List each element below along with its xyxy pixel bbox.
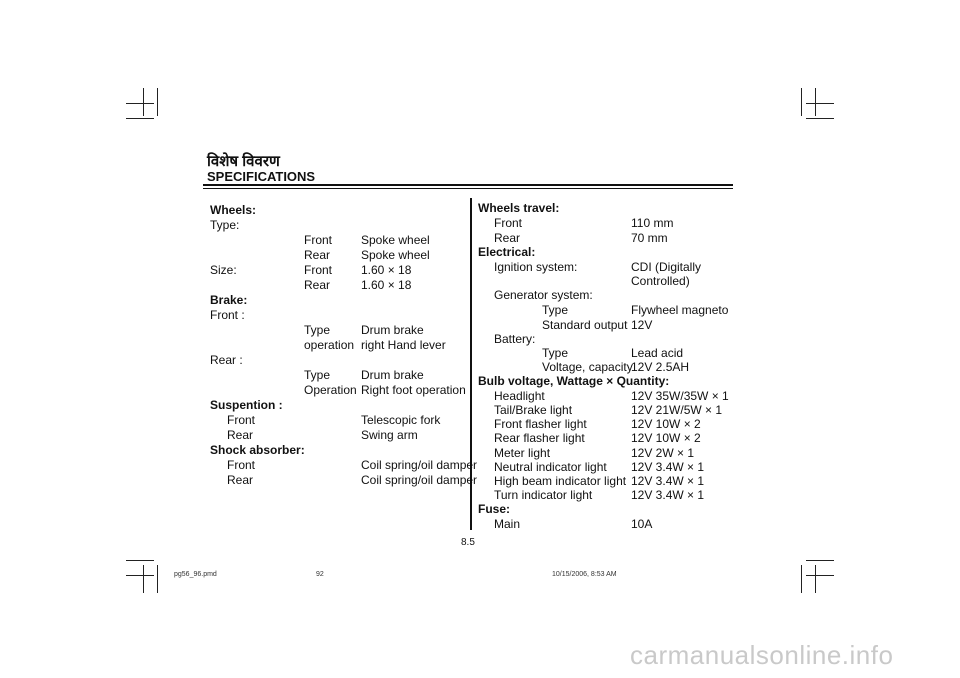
generator-type-value: Flywheel magneto	[631, 303, 729, 317]
shock-front-value: Coil spring/oil damper	[361, 458, 478, 472]
brake-heading: Brake:	[210, 293, 248, 307]
bulb-label: Headlight	[494, 389, 545, 403]
bulb-value: 12V 3.4W × 1	[631, 460, 705, 474]
crop-mark	[815, 565, 816, 593]
type-front-position: Front	[304, 233, 333, 247]
bulb-value: 12V 10W × 2	[631, 417, 701, 431]
bulb-value: 12V 10W × 2	[631, 431, 701, 445]
brake-front-operation-label: operation	[304, 338, 355, 352]
crop-mark	[126, 575, 154, 576]
brake-rear-operation-value: Right foot operation	[361, 383, 466, 397]
type-label: Type:	[210, 218, 240, 232]
size-front-position: Front	[304, 263, 333, 277]
page-number: 8.5	[461, 537, 475, 548]
battery-capacity-label: Voltage, capacity	[542, 360, 633, 374]
fuse-main-value: 10A	[631, 517, 653, 531]
bulb-value: 12V 21W/5W × 1	[631, 403, 723, 417]
size-rear-value: 1.60 × 18	[361, 278, 412, 292]
size-front-value: 1.60 × 18	[361, 263, 412, 277]
crop-mark	[815, 88, 816, 116]
crop-mark	[143, 88, 144, 116]
ignition-system-value-line1: CDI (Digitally	[631, 260, 702, 274]
hindi-title: विशेष विवरण	[207, 153, 280, 170]
title-rule-thin	[203, 188, 733, 189]
suspension-front-label: Front	[227, 413, 256, 427]
bulb-label: Rear flasher light	[494, 431, 585, 445]
bulb-label: Neutral indicator light	[494, 460, 607, 474]
wheels-heading: Wheels:	[210, 203, 257, 217]
suspension-heading: Suspention :	[210, 398, 283, 412]
battery-type-value: Lead acid	[631, 346, 684, 360]
footer-page: 92	[316, 571, 324, 578]
battery-capacity-value: 12V 2.5AH	[631, 360, 690, 374]
crop-mark	[126, 118, 154, 119]
wheels-travel-front-value: 110 mm	[631, 216, 674, 230]
generator-output-label: Standard output	[542, 318, 628, 332]
wheels-travel-front-label: Front	[494, 216, 523, 230]
fuse-main-label: Main	[494, 517, 521, 531]
bulb-value: 12V 3.4W × 1	[631, 474, 705, 488]
generator-output-value: 12V	[631, 318, 653, 332]
type-front-value: Spoke wheel	[361, 233, 430, 247]
wheels-travel-heading: Wheels travel:	[478, 201, 560, 215]
crop-mark	[157, 565, 158, 593]
shock-absorber-heading: Shock absorber:	[210, 443, 305, 457]
wheels-travel-rear-label: Rear	[494, 231, 521, 245]
battery-label: Battery:	[494, 332, 536, 346]
crop-mark	[143, 565, 144, 593]
wheels-travel-rear-value: 70 mm	[631, 231, 668, 245]
crop-mark	[801, 565, 802, 593]
bulb-value: 12V 3.4W × 1	[631, 488, 705, 502]
size-label: Size:	[210, 263, 237, 277]
fuse-heading: Fuse:	[478, 502, 511, 516]
crop-mark	[126, 103, 154, 104]
crop-mark	[806, 560, 834, 561]
brake-rear-operation-label: Operation	[304, 383, 357, 397]
type-rear-position: Rear	[304, 248, 331, 262]
crop-mark	[806, 103, 834, 104]
footer-date: 10/15/2006, 8:53 AM	[552, 571, 617, 578]
bulb-label: Meter light	[494, 446, 551, 460]
generator-system-label: Generator system:	[494, 288, 593, 302]
battery-type-label: Type	[542, 346, 569, 360]
bulb-label: Front flasher light	[494, 417, 587, 431]
brake-rear-type-value: Drum brake	[361, 368, 424, 382]
bulb-label: Tail/Brake light	[494, 403, 573, 417]
ignition-system-label: Ignition system:	[494, 260, 578, 274]
bulb-label: Turn indicator light	[494, 488, 593, 502]
ignition-system-value-line2: Controlled)	[631, 274, 690, 288]
watermark-text: carmanualsonline.info	[630, 640, 894, 670]
brake-rear-type-label: Type	[304, 368, 331, 382]
brake-front-operation-value: right Hand lever	[361, 338, 446, 352]
brake-front-type-label: Type	[304, 323, 331, 337]
crop-mark	[126, 560, 154, 561]
shock-front-label: Front	[227, 458, 256, 472]
size-rear-position: Rear	[304, 278, 331, 292]
page-title: SPECIFICATIONS	[207, 169, 316, 184]
footer-filename: pg56_96.pmd	[174, 571, 217, 578]
type-rear-value: Spoke wheel	[361, 248, 430, 262]
crop-mark	[806, 118, 834, 119]
shock-rear-label: Rear	[227, 473, 254, 487]
suspension-rear-label: Rear	[227, 428, 254, 442]
crop-mark	[806, 575, 834, 576]
crop-mark	[801, 88, 802, 116]
brake-front-label: Front :	[210, 308, 245, 322]
title-rule	[203, 184, 733, 186]
brake-front-type-value: Drum brake	[361, 323, 424, 337]
suspension-front-value: Telescopic fork	[361, 413, 441, 427]
shock-rear-value: Coil spring/oil damper	[361, 473, 478, 487]
bulb-heading: Bulb voltage, Wattage × Quantity:	[478, 374, 670, 388]
brake-rear-label: Rear :	[210, 353, 243, 367]
suspension-rear-value: Swing arm	[361, 428, 418, 442]
bulb-value: 12V 35W/35W × 1	[631, 389, 729, 403]
generator-type-label: Type	[542, 303, 569, 317]
bulb-label: High beam indicator light	[494, 474, 627, 488]
electrical-heading: Electrical:	[478, 245, 536, 259]
bulb-value: 12V 2W × 1	[631, 446, 695, 460]
crop-mark	[157, 88, 158, 116]
